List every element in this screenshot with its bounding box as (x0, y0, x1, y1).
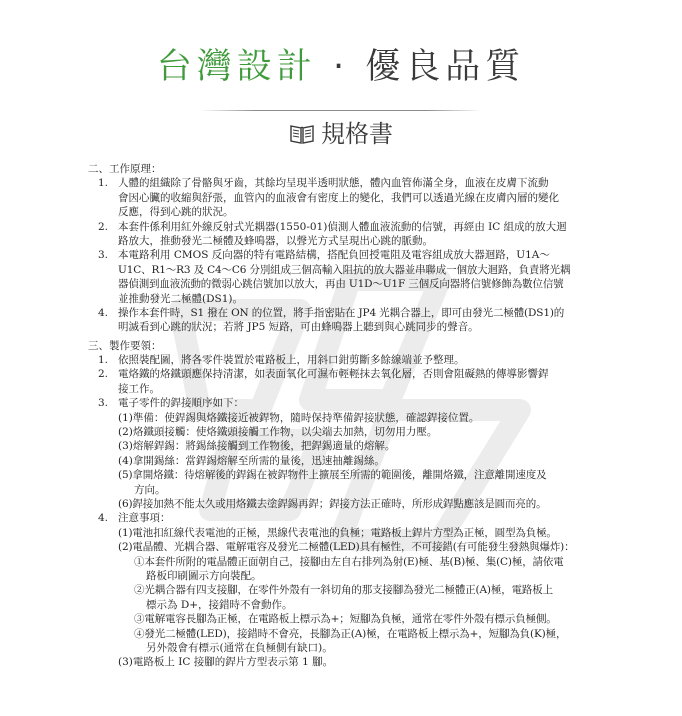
section-heading-principle: 二、工作原理： (88, 163, 162, 175)
list-item: 3. 本電路利用 CMOS 反向器的特有電路結構，搭配負回授電阻及電容組成放大器迴路，U1A～ (98, 249, 550, 262)
step-item-continuation: 方向。 (134, 483, 166, 496)
step-item: (1)準備：使銲錫與烙鐵接近被銲物，隨時保持準備銲接狀態，確認銲接位置。 (118, 411, 480, 424)
spec-document (0, 162, 682, 670)
note-subitem: ③電解電容長腳為正極，在電路板上標示為+；短腳為負極，通常在零件外殼有標示負極側。 (134, 613, 557, 626)
list-item: 2. 電烙鐵的烙鐵頭應保持清潔，如表面氧化可濕布輕輕抹去氧化層，否則會阻礙熱的傳導影響銲 (98, 368, 549, 381)
list-item-continuation: 會因心臟的收縮與舒張，血管內的血液會有密度上的變化，我們可以透過光線在皮膚內層的變化 (118, 191, 559, 204)
list-item-continuation: 明滅看到心跳的狀況；若將 JP5 短路，可由蜂鳴器上聽到與心跳同步的聲音。 (118, 321, 479, 334)
list-item: 4. 注意事項： (98, 512, 171, 525)
title-divider (200, 110, 482, 111)
step-item: (5)拿開烙鐵：待熔解後的銲錫在被銲物件上擴展至所需的範圍後，離開烙鐵，注意離開速度及 (118, 469, 547, 482)
list-item: 1. 人體的組織除了骨骼與牙齒，其餘均呈現半透明狀態，體內血管佈滿全身，血液在皮膚下流動 (98, 177, 549, 190)
book-icon (289, 123, 315, 145)
page-title (0, 44, 682, 90)
list-item-continuation: 接工作。 (118, 382, 160, 395)
list-item-continuation: 反應，得到心跳的狀況。 (118, 206, 234, 219)
list-item-continuation: U1C、R1～R3 及 C4～C6 分別組成三個高輸入阻抗的放大器並串聯成一個放大迴路，負責將光耦 (118, 263, 571, 276)
note-item: (3)電路板上 IC 接腳的銲片方型表示第 1 腳。 (118, 656, 334, 669)
note-item: (1)電池扣紅線代表電池的正極，黑線代表電池的負極；電路板上銲片方型為正極，圓型為負極。 (118, 526, 557, 539)
list-item-continuation: 並推動發光二極體(DS1)。 (118, 292, 243, 305)
note-subitem: ②光耦合器有四支接腳，在零件外殼有一斜切角的那支接腳為發光二極體正(A)極，電路板上 (134, 584, 553, 597)
list-item: 2. 本套件係利用紅外線反射式光耦器(1550-01)偵測人體血液流動的信號，再經由 IC 組成的放大迴 (98, 220, 567, 233)
list-item: 1. 依照裝配圖，將各零件裝置於電路板上，用斜口鉗剪斷多餘線端並予整理。 (98, 354, 465, 367)
list-item: 3. 電子零件的銲接順序如下： (98, 397, 244, 410)
note-subitem-continuation: 路板印刷圖示方向裝配。 (146, 569, 262, 582)
list-item: 4. 操作本套件時，S1 撥在 ON 的位置，將手指密貼在 JP4 光耦合器上，即可由發光二極體(DS1)的 (98, 306, 565, 319)
spec-heading (0, 118, 682, 150)
list-item-continuation: 器偵測到血液流動的微弱心跳信號加以放大，再由 U1D～U1F 三個反向器將信號修飾為數位信號 (118, 278, 564, 291)
note-subitem-continuation: 標示為 D+，接錯時不會動作。 (146, 598, 293, 611)
step-item: (2)烙鐵頭接觸：使烙鐵頭接觸工作物，以尖端去加熱，切勿用力壓。 (118, 426, 438, 439)
note-subitem: ①本套件所附的電晶體正面朝自己，接腳由左自右排列為射(E)極、基(B)極、集(C)極，請依電 (134, 555, 564, 568)
note-subitem-continuation: 另外殼會有標示(通常在負極側有缺口)。 (146, 641, 333, 654)
section-heading-requirements: 三、製作要領： (88, 339, 162, 352)
step-item: (4)拿開錫絲：當銲錫熔解至所需的量後，迅速抽離錫絲。 (118, 454, 385, 467)
title-main: 台灣設計 (156, 47, 317, 87)
step-item: (6)銲接加熱不能太久或用烙鐵去塗銲錫再銲；銲接方法正確時，所形成銲點應該是圓而亮的。 (118, 497, 547, 510)
spec-heading-text: 規格書 (321, 120, 393, 148)
note-item: (2)電晶體、光耦合器、電解電容及發光二極體(LED)具有極性，不可接錯(有可能發生發熱與爆炸)： (118, 541, 575, 554)
note-subitem: ④發光二極體(LED)，接錯時不會亮，長腳為正(A)極，在電路板上標示為+，短腳為負(K)極， (134, 627, 567, 640)
title-rest: · 優良品質 (316, 47, 526, 87)
list-item-continuation: 路放大，推動發光二極體及蜂鳴器，以聲光方式呈現出心跳的脈動。 (118, 234, 433, 247)
step-item: (3)熔解銲錫：將錫絲接觸到工作物後，把銲錫適量的熔解。 (118, 440, 396, 453)
